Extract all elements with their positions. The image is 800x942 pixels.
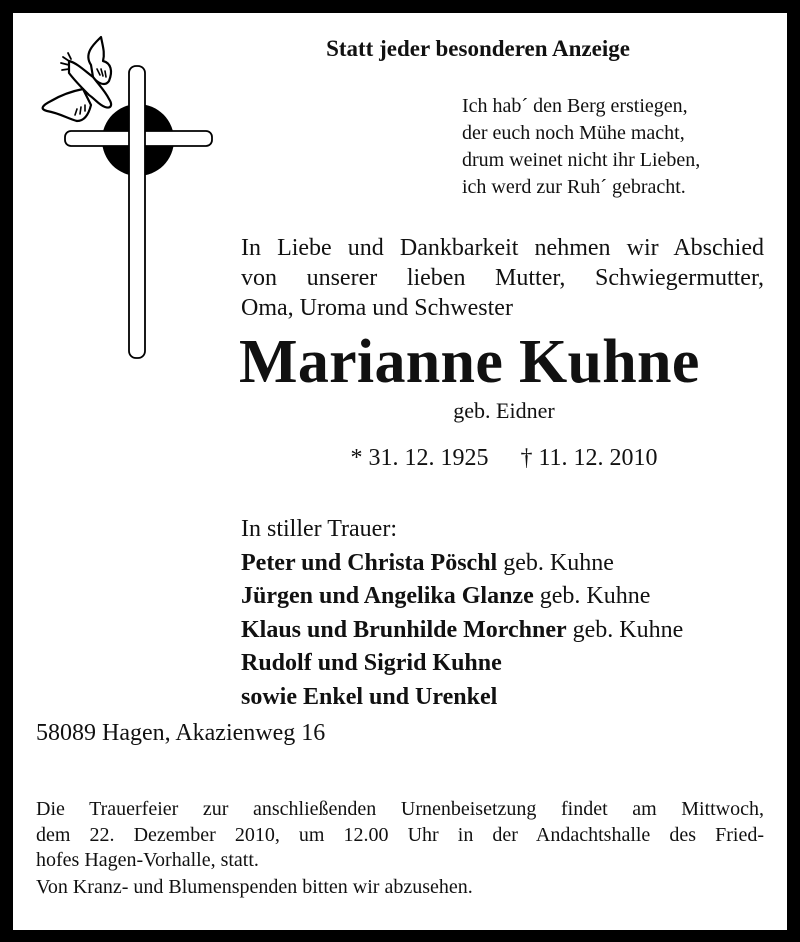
poem-line: ich werd zur Ruh´ gebracht. [462, 176, 686, 198]
intro-line: Oma, Uroma und Schwester [241, 295, 513, 321]
mourner-row [241, 647, 683, 681]
mourner-row [241, 547, 683, 581]
mourner-names: Peter und Christa Pöschl [241, 549, 498, 576]
mourners-list [241, 513, 683, 714]
cross-with-sun-icon [13, 13, 243, 373]
funeral-notice [36, 797, 764, 874]
intro-line: In Liebe und Dankbarkeit nehmen wir Abschied [241, 235, 764, 261]
maiden-name: geb. Eidner [453, 398, 555, 423]
donation-note: Von Kranz- und Blumenspenden bitten wir abzusehen. [36, 876, 473, 898]
mourner-row [241, 681, 683, 715]
intro-line: von unserer lieben Mutter, Schwiegermutter, [241, 265, 764, 291]
headline: Statt jeder besonderen Anzeige [326, 36, 630, 61]
notice-line: Die Trauerfeier zur anschließenden Urnenbeisetzung findet am Mittwoch, [36, 798, 764, 820]
poem [462, 93, 700, 201]
obituary-notice [13, 13, 787, 930]
family-address: 58089 Hagen, Akazienweg 16 [36, 720, 326, 746]
notice-line: dem 22. Dezember 2010, um 12.00 Uhr in der Andachtshalle des Fried- [36, 823, 764, 846]
life-dates [239, 443, 769, 473]
farewell-intro [241, 233, 764, 323]
poem-line: drum weinet nicht ihr Lieben, [462, 149, 701, 171]
mourner-names: Rudolf und Sigrid Kuhne [241, 650, 502, 676]
mourner-names: Klaus und Brunhilde Morchner [241, 616, 567, 643]
mourner-names: sowie Enkel und Urenkel [241, 683, 498, 710]
mourner-suffix: geb. Kuhne [533, 583, 651, 609]
poem-line: Ich hab´ den Berg erstiegen, [462, 95, 688, 117]
mourner-names: Jürgen und Angelika Glanze [241, 583, 534, 609]
death-date: † 11. 12. 2010 [520, 445, 658, 471]
mourner-suffix: geb. Kuhne [566, 616, 684, 643]
notice-line: hofes Hagen-Vorhalle, statt. [36, 849, 259, 871]
poem-line: der euch noch Mühe macht, [462, 122, 685, 144]
mourner-row [241, 580, 683, 614]
mourners-heading: In stiller Trauer: [241, 516, 397, 542]
cross-vertical-beam [129, 66, 145, 358]
mourner-suffix: geb. Kuhne [497, 549, 614, 576]
mourner-row [241, 614, 683, 648]
deceased-name: Marianne Kuhne [239, 328, 700, 396]
birth-date: * 31. 12. 1925 [350, 445, 489, 471]
